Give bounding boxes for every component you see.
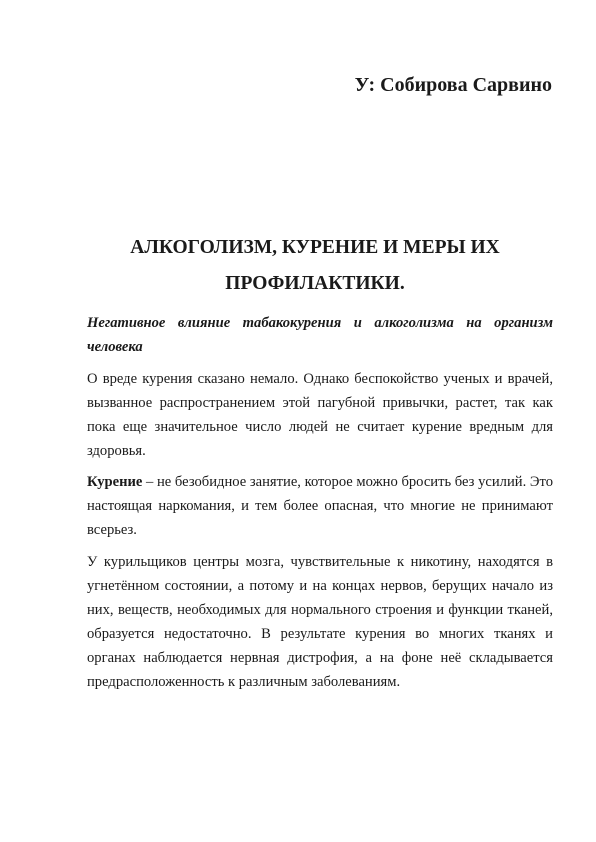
paragraph-3: У курильщиков центры мозга, чувствительные к никотину, находятся в угнетённом состоянии, а потому и на концах нервов, берущих начало из них, веществ, необходимых для нормального строения и функции тканей, образуется недостаточно. В результате курения во многих тканях и органах наблюдается нервная дистрофия, а на фоне неё складывается предрасположенность к различным заболеваниям. [87, 554, 553, 690]
paragraph-2-text: – не безобидное занятие, которое можно бросить без усилий. Это настоящая наркомания, и тем более опасная, что многие не принимают всерьез. [87, 474, 553, 539]
paragraph-1: О вреде курения сказано немало. Однако беспокойство ученых и врачей, вызванное распространением этой пагубной привычки, растет, так как пока еще значительное число людей не считает курение вредным для здоровья. [87, 370, 553, 459]
document-body [87, 312, 553, 703]
paragraph-2 [87, 471, 553, 543]
author-line: У: Собирова Сарвино [354, 74, 552, 96]
document-title: АЛКОГОЛИЗМ, КУРЕНИЕ И МЕРЫ ИХ ПРОФИЛАКТИКИ. [130, 237, 500, 294]
paragraph-2-lead: Курение [87, 474, 143, 491]
section-subtitle: Негативное влияние табакокурения и алкоголизма на организм человека [87, 315, 553, 355]
